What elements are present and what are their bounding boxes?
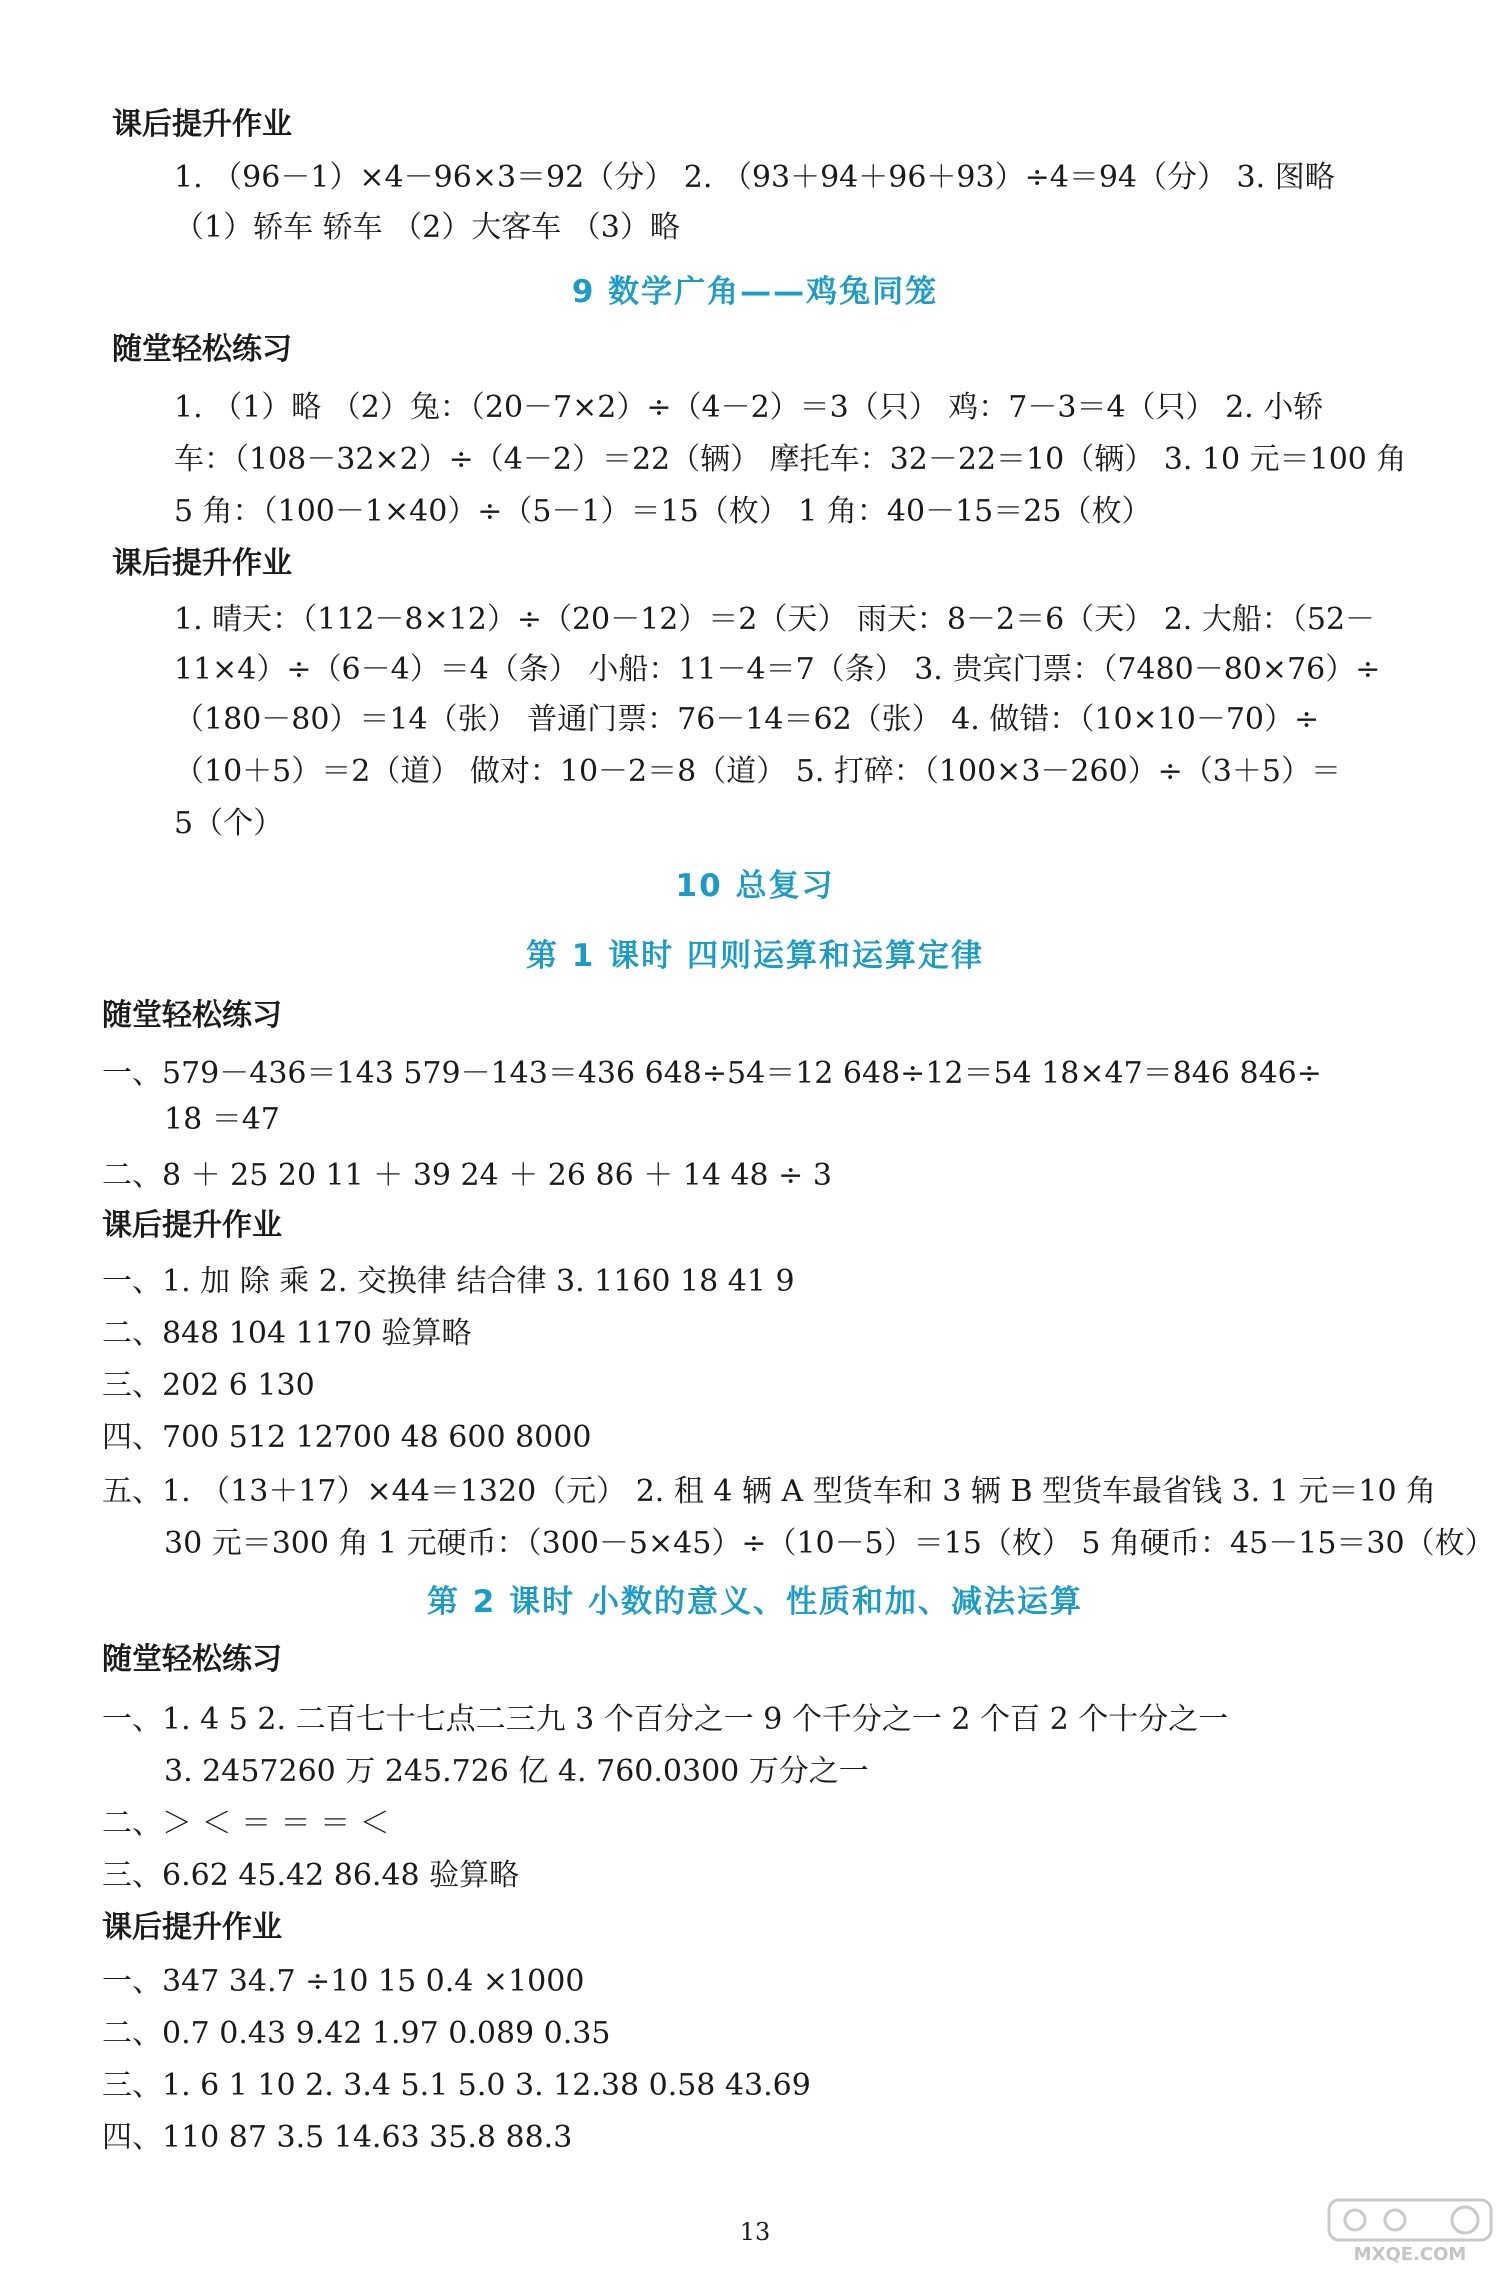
- lesson-title-1: 第 1 课时 四则运算和运算定律: [526, 938, 984, 974]
- answer-line: 四、110 87 3.5 14.63 35.8 88.3: [102, 2120, 573, 2155]
- answer-line: （1）轿车 轿车 （2）大客车 （3）略: [174, 210, 680, 245]
- heading-after-class-1: 课后提升作业: [112, 107, 292, 142]
- answer-line: 5 角：（100－1×40）÷（5－1）＝15（枚） 1 角：40－15＝25（枚）: [174, 494, 1152, 529]
- answer-line: 二、848 104 1170 验算略: [102, 1316, 472, 1351]
- answer-line: 三、202 6 130: [102, 1368, 315, 1403]
- heading-after-class-3: 课后提升作业: [102, 1208, 282, 1243]
- answer-line: 一、1. 加 除 乘 2. 交换律 结合律 3. 1160 18 41 9: [102, 1264, 795, 1299]
- answer-line: 一、347 34.7 ÷10 15 0.4 ×1000: [102, 1964, 585, 1999]
- answer-line: 五、1. （13＋17）×44＝1320（元） 2. 租 4 辆 A 型货车和 3 辆 B 型货车最省钱 3. 1 元＝10 角: [102, 1474, 1437, 1509]
- answer-line: 三、6.62 45.42 86.48 验算略: [102, 1858, 520, 1893]
- answer-line: 1. 晴天：（112－8×12）÷（20－12）＝2（天） 雨天：8－2＝6（天） 2. 大船：（52－: [174, 602, 1376, 637]
- answer-line: 3. 2457260 万 245.726 亿 4. 760.0300 万分之一: [164, 1754, 869, 1789]
- section-title-general-review: 10 总复习: [675, 868, 835, 904]
- section-title-chicken-rabbit: 9 数学广角——鸡兔同笼: [571, 274, 939, 310]
- answer-line: 5（个）: [174, 806, 284, 841]
- lesson-title-2: 第 2 课时 小数的意义、性质和加、减法运算: [427, 1584, 1083, 1620]
- heading-after-class-2: 课后提升作业: [112, 546, 292, 581]
- answer-line: （180－80）＝14（张） 普通门票：76－14＝62（张） 4. 做错：（10×10－70）÷: [174, 702, 1320, 737]
- heading-class-practice-2: 随堂轻松练习: [102, 998, 282, 1033]
- answer-line: 11×4）÷（6－4）＝4（条） 小船：11－4＝7（条） 3. 贵宾门票：（7480－80×76）÷: [174, 652, 1381, 687]
- answer-line: 二、＞ ＜ ＝ ＝ ＝ ＜: [102, 1806, 390, 1841]
- heading-after-class-4: 课后提升作业: [102, 1910, 282, 1945]
- answer-line: 30 元＝300 角 1 元硬币：（300－5×45）÷（10－5）＝15（枚） 5 角硬币：45－15＝30（枚）: [164, 1526, 1495, 1561]
- heading-class-practice-3: 随堂轻松练习: [102, 1642, 282, 1677]
- answer-line: 车：（108－32×2）÷（4－2）＝22（辆） 摩托车：32－22＝10（辆） 3. 10 元＝100 角: [174, 442, 1407, 477]
- answer-line: 二、0.7 0.43 9.42 1.97 0.089 0.35: [102, 2016, 611, 2051]
- answer-line: 一、579－436＝143 579－143＝436 648÷54＝12 648÷12＝54 18×47＝846 846÷: [102, 1056, 1322, 1091]
- watermark-text: MXQE.COM: [1353, 2244, 1467, 2264]
- answer-line: 18 ＝47: [164, 1102, 280, 1137]
- answer-line: （10＋5）＝2（道） 做对：10－2＝8（道） 5. 打碎：（100×3－260）÷（3＋5）＝: [174, 754, 1341, 789]
- heading-class-practice-1: 随堂轻松练习: [112, 332, 292, 367]
- answer-line: 1. （1）略 （2）兔：（20－7×2）÷（4－2）＝3（只） 鸡：7－3＝4（只） 2. 小轿: [174, 390, 1324, 425]
- answer-line: 二、8 ＋ 25 20 11 ＋ 39 24 ＋ 26 86 ＋ 14 48 ÷ 3: [102, 1158, 832, 1193]
- page-number: 13: [739, 2218, 771, 2246]
- answer-line: 三、1. 6 1 10 2. 3.4 5.1 5.0 3. 12.38 0.58 43.69: [102, 2068, 811, 2103]
- watermark-logo-icon: [1325, 2196, 1495, 2264]
- answer-line: 一、1. 4 5 2. 二百七十七点二三九 3 个百分之一 9 个千分之一 2 个百 2 个十分之一: [102, 1702, 1229, 1737]
- answer-line: 1. （96－1）×4－96×3＝92（分） 2. （93＋94＋96＋93）÷4＝94（分） 3. 图略: [174, 160, 1335, 195]
- answer-line: 四、700 512 12700 48 600 8000: [102, 1420, 592, 1455]
